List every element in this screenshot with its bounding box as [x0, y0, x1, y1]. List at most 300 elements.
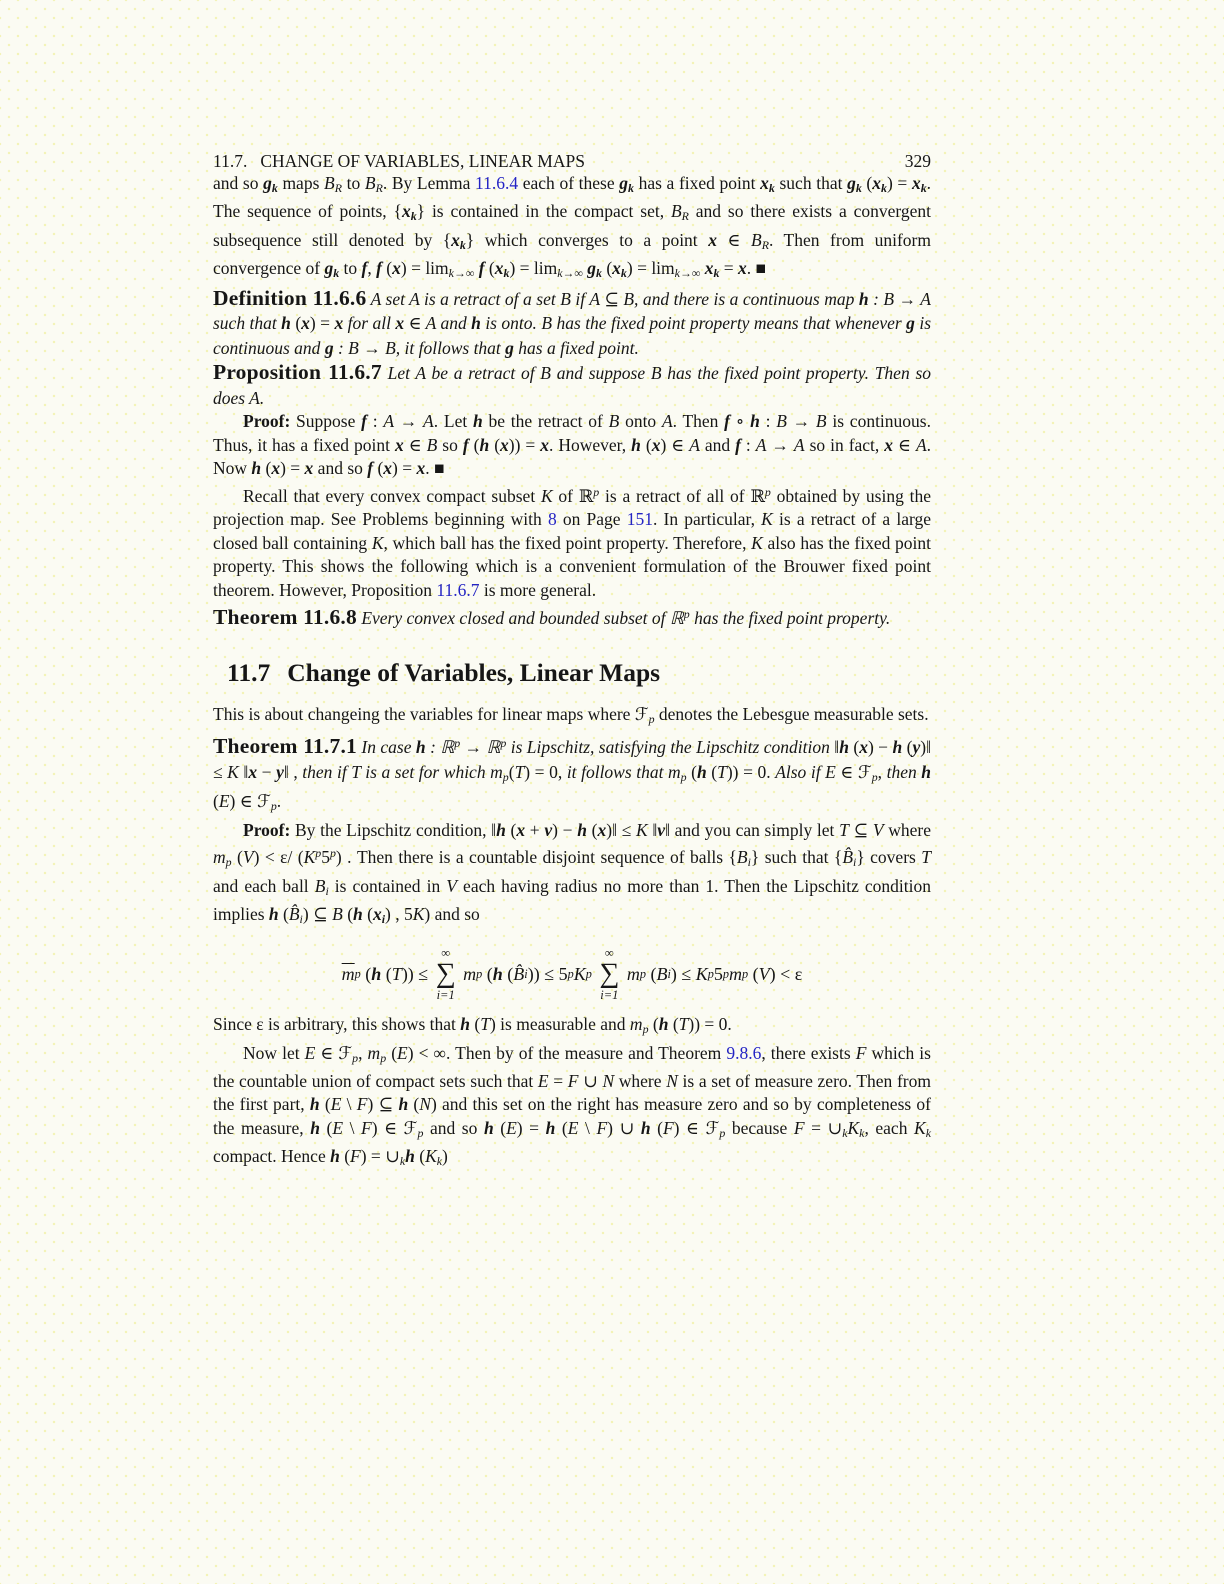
text-run: ) is measurable and	[489, 1014, 630, 1035]
text-run: (	[278, 903, 289, 924]
text-run: ℱ	[257, 791, 271, 812]
text-run: p	[764, 484, 771, 499]
text-run: (	[502, 963, 514, 984]
text-run: p	[567, 966, 574, 981]
text-run: ,	[358, 1042, 368, 1063]
text-run: h	[658, 1014, 669, 1035]
text-run: p	[354, 966, 361, 981]
text-run: )) = 0.	[688, 1014, 732, 1035]
text-run: ) ∈	[229, 791, 258, 812]
text-run: then	[886, 761, 922, 782]
text-run: f	[735, 434, 741, 455]
text-run: ) = lim	[509, 258, 558, 279]
text-run: m	[629, 1014, 643, 1035]
text-run: B	[656, 963, 668, 984]
text-run: : B → A such that	[213, 288, 931, 334]
text-run: x	[334, 313, 344, 334]
text-run: ) = 0,	[524, 761, 567, 782]
text-run: ∈	[893, 434, 916, 455]
text-run: (	[706, 761, 718, 782]
text-run: F	[793, 1117, 805, 1138]
text-run: h	[471, 313, 481, 334]
text-run: F	[567, 1070, 579, 1091]
text-run: A set A is a retract of a set B if A ⊆ B, and there is a continuous map	[366, 288, 859, 309]
text-run: F	[855, 1042, 867, 1063]
text-run: −	[257, 761, 277, 782]
text-run: g	[324, 258, 334, 279]
text-run: 5	[321, 847, 330, 868]
text-run: A	[793, 434, 805, 455]
ref-link[interactable]: 8	[547, 509, 557, 530]
text-run: k	[596, 266, 602, 281]
text-run: N	[666, 1070, 678, 1091]
text-run: )) ≤ 5	[527, 963, 568, 984]
text-run: (	[650, 1117, 663, 1138]
text-run: :	[366, 411, 384, 432]
text-run: and	[699, 434, 736, 455]
text-run: E	[506, 1117, 517, 1138]
text-run: which is the countable union of compact sets such that	[213, 1042, 931, 1091]
text-run: B	[324, 173, 335, 193]
text-run: p	[639, 966, 646, 981]
text-run: } which converges to a point	[465, 229, 709, 250]
text-run: K	[695, 963, 708, 984]
text-run: x	[494, 258, 504, 279]
text-run: f	[478, 258, 485, 279]
paragraph-gk-fixed-point	[213, 172, 931, 286]
text-run: Recall that every convex compact subset	[243, 485, 541, 506]
text-run: E	[218, 791, 230, 812]
text-run: Let A be a retract of B and suppose B has the fixed point property. Then so does A.	[213, 363, 932, 408]
text-run: (	[648, 1014, 659, 1035]
text-run: f	[367, 458, 374, 479]
text-run: so	[437, 434, 463, 455]
text-run: is Lipschitz, satisfying the Lipschitz condition	[506, 737, 835, 758]
text-run: ℱ	[338, 1042, 353, 1063]
text-run: x	[872, 173, 882, 193]
text-run: (	[231, 847, 243, 868]
text-run: \	[343, 1117, 362, 1138]
text-run: ) ∈	[660, 434, 690, 455]
text-run: E	[304, 1042, 316, 1063]
text-run: →	[766, 434, 794, 455]
text-run: h	[496, 819, 506, 840]
text-run: each having radius no more than 1. Then the Lipschitz condition implies	[213, 875, 932, 924]
text-run: so in fact,	[804, 434, 885, 455]
text-run: B	[670, 201, 682, 222]
text-run: . By Lemma	[382, 173, 476, 193]
text-run: B	[608, 411, 620, 432]
text-run: Proof:	[243, 819, 291, 840]
text-run: k	[628, 180, 634, 195]
text-run: on Page	[556, 509, 627, 530]
text-run: ) ∪	[607, 1117, 641, 1138]
theorem-11-7-1	[213, 731, 931, 818]
text-run: ℱ	[634, 703, 649, 724]
running-header	[213, 150, 931, 172]
text-run: g	[847, 173, 856, 193]
text-run: } such that {	[750, 847, 843, 868]
text-run: g	[619, 173, 628, 193]
ref-link[interactable]: 151	[626, 509, 653, 530]
text-run: i	[299, 911, 303, 926]
text-run: k	[459, 237, 466, 252]
text-run: T	[480, 1014, 490, 1035]
page-content	[213, 150, 931, 1174]
paragraph-recall	[213, 481, 931, 602]
text-run: B	[364, 173, 376, 193]
text-run: has a fixed point.	[513, 337, 639, 358]
text-run: ∈	[835, 761, 858, 782]
text-run: ‖	[647, 819, 658, 840]
text-run: m	[668, 761, 681, 782]
text-run: x	[304, 458, 314, 479]
text-run: (	[848, 737, 860, 758]
text-run: K	[412, 903, 425, 924]
text-run: In case	[356, 737, 416, 758]
page-number: 329	[904, 151, 931, 171]
text-run: K	[303, 847, 316, 868]
text-run: m	[626, 963, 640, 984]
text-run: i	[853, 855, 857, 869]
text-run: k	[768, 180, 775, 195]
text-run: →	[786, 411, 816, 432]
proof-lipschitz	[213, 819, 931, 932]
text-run: +	[525, 819, 545, 840]
text-run: . However,	[549, 434, 632, 455]
text-run: p	[502, 769, 509, 784]
text-run: p	[454, 736, 461, 751]
text-run: :	[740, 434, 756, 455]
text-run: i	[381, 911, 386, 926]
proof-retract	[213, 410, 931, 481]
text-run: →	[394, 411, 424, 432]
text-run: (	[640, 434, 652, 455]
text-run: x	[651, 434, 661, 455]
text-run: Now let	[243, 1042, 305, 1063]
text-run: v	[544, 819, 553, 840]
text-run: h	[460, 1014, 471, 1035]
text-run: m	[728, 963, 742, 984]
text-run: ) ∈	[673, 1117, 706, 1138]
text-run: where	[614, 1070, 667, 1091]
text-run: m	[367, 1042, 381, 1063]
text-run: $\overline{m}$	[341, 963, 355, 984]
summation-symbol	[599, 947, 619, 1001]
proposition-11-6-7	[213, 360, 931, 410]
text-run: x	[500, 434, 509, 455]
text-run: h	[839, 737, 849, 758]
text-run: ∘	[730, 411, 751, 432]
ref-link[interactable]: 11.6.7	[436, 579, 480, 600]
text-run: is more general.	[479, 579, 597, 600]
running-header-section-number: 11.7.	[213, 151, 248, 171]
text-run: ‖	[238, 761, 249, 782]
text-run: h	[371, 963, 382, 984]
text-run: x	[383, 458, 393, 479]
text-run: Theorem 11.6.8	[213, 605, 357, 630]
text-run: g	[906, 313, 915, 334]
text-run: (	[339, 1146, 351, 1167]
text-run: p	[642, 1022, 649, 1036]
text-run: R	[375, 180, 383, 195]
text-run: = ∪	[804, 1117, 843, 1138]
text-run: (	[586, 819, 598, 840]
text-run: (	[381, 963, 392, 984]
text-run: p	[722, 966, 729, 981]
running-header-title: CHANGE OF VARIABLES, LINEAR MAPS	[260, 151, 585, 171]
text-run: K	[761, 509, 773, 530]
text-run: R	[334, 180, 342, 195]
text-run: g	[324, 337, 334, 358]
text-run: ) = lim	[626, 258, 675, 279]
text-run: (	[668, 1014, 679, 1035]
section-heading	[227, 658, 931, 688]
sigma-glyph: ∑	[599, 957, 620, 989]
text-run: h	[492, 963, 503, 984]
text-run: and so	[213, 173, 264, 193]
text-run: (	[213, 791, 219, 812]
text-run: p	[476, 966, 483, 981]
text-run: T	[717, 761, 727, 782]
text-run: B	[332, 903, 343, 924]
text-run: p	[500, 736, 507, 751]
text-run: ) −	[867, 737, 893, 758]
ref-link[interactable]: 9.8.6	[726, 1042, 762, 1063]
sum-limit: ∞	[604, 946, 614, 961]
text-run: B	[736, 847, 748, 868]
text-run: x	[416, 458, 426, 479]
text-run: B̂	[842, 847, 854, 868]
text-run: )	[442, 1146, 448, 1167]
text-run: h	[483, 1117, 494, 1138]
text-run: x	[516, 819, 526, 840]
text-run: ,	[877, 761, 887, 782]
text-run: is a retract of a large closed ball containing	[213, 509, 931, 553]
text-run: g	[587, 258, 597, 279]
text-run: ∈ A and	[404, 313, 472, 334]
text-run: k	[503, 266, 510, 281]
text-run: B	[815, 411, 827, 432]
text-run: N	[419, 1094, 431, 1115]
text-run: x	[271, 458, 281, 479]
text-run: h	[310, 1117, 320, 1138]
text-run: ) . Then there is a countable disjoint sequence of balls {	[335, 847, 737, 868]
text-run: p	[270, 799, 277, 814]
text-run: (	[489, 434, 501, 455]
text-run: k	[333, 266, 340, 281]
text-run: ‖ ,	[283, 761, 303, 782]
text-run: . Now	[213, 434, 932, 479]
text-run: (	[342, 903, 354, 924]
text-run: B	[750, 229, 762, 250]
text-run: h	[405, 1146, 415, 1167]
text-run: k	[842, 1125, 848, 1140]
text-run: obtained by using the projection map. See Problems beginning with	[213, 485, 931, 530]
text-run: h	[545, 1117, 556, 1138]
text-run: A	[383, 411, 395, 432]
text-run: B	[314, 875, 326, 896]
text-run: V	[446, 875, 457, 896]
text-run: (	[484, 258, 495, 279]
text-run: ∪	[578, 1070, 603, 1091]
text-run: : ℝ	[425, 737, 455, 758]
text-run: p	[680, 769, 687, 784]
text-run: By the Lipschitz condition, ‖	[290, 819, 497, 840]
text-run: ) ⊆	[302, 903, 333, 924]
text-run: ) ∈	[371, 1117, 404, 1138]
text-run: (	[319, 1094, 331, 1115]
paragraph-now-let	[213, 1042, 931, 1174]
text-run: compact. Hence	[213, 1146, 331, 1167]
text-run: Definition 11.6.6	[213, 285, 367, 310]
text-run: has the fixed point property.	[689, 608, 891, 629]
text-run: B̂	[513, 963, 525, 984]
text-run: k→∞	[674, 266, 701, 281]
text-run: it follows that	[566, 761, 669, 782]
text-run: h	[251, 458, 262, 479]
definition-11-6-6	[213, 286, 931, 361]
text-run: E	[567, 1117, 579, 1138]
text-run: R	[681, 209, 689, 224]
text-run: x	[597, 819, 607, 840]
text-run: f	[361, 258, 368, 279]
text-run: ∈	[716, 229, 751, 250]
text-run: (	[686, 761, 697, 782]
text-run: (	[493, 1117, 507, 1138]
text-run: p	[741, 966, 749, 981]
text-run: be the retract of	[482, 411, 609, 432]
text-run: for all	[343, 313, 396, 334]
text-run: (	[381, 258, 393, 279]
text-run: . Let	[433, 411, 473, 432]
text-run: \	[341, 1094, 357, 1115]
text-run: (	[601, 258, 613, 279]
sigma-glyph: ∑	[435, 957, 456, 989]
text-run: x	[401, 201, 411, 222]
text-run: Since ε is arbitrary, this shows that	[213, 1014, 461, 1035]
text-run	[592, 964, 597, 985]
text-run: ) =	[886, 173, 912, 193]
text-run: N	[602, 1070, 615, 1091]
text-run: h	[309, 1094, 320, 1115]
text-run: ) ≤	[670, 963, 696, 984]
text-run: ) =	[280, 458, 305, 479]
text-run: p	[707, 966, 714, 981]
text-run: p	[585, 966, 592, 981]
text-run: h	[697, 761, 707, 782]
text-run: A	[915, 434, 927, 455]
text-run: h	[330, 1146, 340, 1167]
text-run: T	[678, 1014, 689, 1035]
text-run: h	[858, 288, 869, 309]
text-run: p	[593, 484, 600, 499]
text-run: . ■	[425, 458, 445, 479]
text-run: p	[380, 1050, 387, 1065]
text-run: h	[577, 819, 587, 840]
text-run: ∈	[315, 1042, 339, 1063]
text-run: i	[667, 966, 671, 981]
text-run: to	[342, 173, 365, 193]
text-run: denotes the Lebesgue measurable sets.	[654, 703, 929, 724]
text-run: =	[548, 1070, 568, 1091]
text-run: ) −	[552, 819, 578, 840]
text-run: (	[645, 963, 657, 984]
text-run: )‖ ≤	[213, 737, 931, 782]
text-run: h	[631, 434, 641, 455]
text-run: k	[436, 1154, 443, 1169]
text-run: k→∞	[448, 266, 475, 281]
sum-limit: ∞	[441, 946, 451, 961]
text-run: .	[276, 791, 282, 812]
text-run: g	[263, 173, 272, 193]
text-run: x	[394, 434, 404, 455]
text-run: is continuous and	[213, 313, 932, 358]
text-run: K	[573, 963, 586, 984]
text-run: x	[392, 258, 401, 279]
text-run: } covers	[856, 847, 922, 868]
text-run: (	[261, 458, 272, 479]
text-run: ) =	[516, 1117, 546, 1138]
text-run: (	[373, 458, 384, 479]
text-run: → ℝ	[460, 737, 501, 758]
text-run: T	[839, 819, 849, 840]
text-run: k	[855, 180, 862, 195]
text-run: k	[925, 1125, 931, 1140]
text-run: k	[271, 180, 278, 195]
text-run: T	[921, 847, 931, 868]
text-run: h	[640, 1117, 651, 1138]
ref-link[interactable]: 11.6.4	[475, 173, 519, 193]
text-run: (	[861, 173, 873, 193]
text-run: (	[386, 1042, 398, 1063]
text-run: h	[750, 411, 760, 432]
text-run: h	[479, 434, 490, 455]
text-run: ) =	[392, 458, 417, 479]
text-run: F	[596, 1117, 608, 1138]
text-run: p	[648, 711, 655, 726]
text-run: Proposition 11.6.7	[213, 360, 382, 385]
text-run: (	[290, 313, 302, 334]
text-run: x	[911, 173, 921, 193]
text-run: k	[713, 266, 720, 281]
text-run: F	[350, 1146, 361, 1167]
text-run: ∈	[403, 434, 427, 455]
text-run: v	[657, 819, 666, 840]
text-run: \	[578, 1117, 597, 1138]
text-run: x	[540, 434, 550, 455]
text-run: } is contained in the compact set,	[416, 201, 671, 222]
text-run: )) =	[508, 434, 541, 455]
text-run: h	[921, 761, 932, 782]
text-run: h	[281, 313, 291, 334]
text-run: . In particular,	[652, 509, 762, 530]
text-run: k	[399, 1154, 406, 1169]
text-run: ) and so	[424, 903, 480, 924]
display-equation	[213, 947, 931, 1001]
text-run: f	[462, 434, 469, 455]
text-run: x	[451, 229, 460, 250]
text-run: (	[508, 761, 515, 782]
text-run: Proof:	[243, 411, 291, 432]
text-run: x	[301, 313, 310, 334]
text-run: x	[248, 761, 258, 782]
text-run: Every convex closed and bounded subset of ℝ	[356, 608, 684, 629]
text-run: k	[920, 180, 927, 195]
text-run: (	[555, 1117, 568, 1138]
text-run: h	[892, 737, 903, 758]
summation-symbol	[436, 947, 456, 1001]
